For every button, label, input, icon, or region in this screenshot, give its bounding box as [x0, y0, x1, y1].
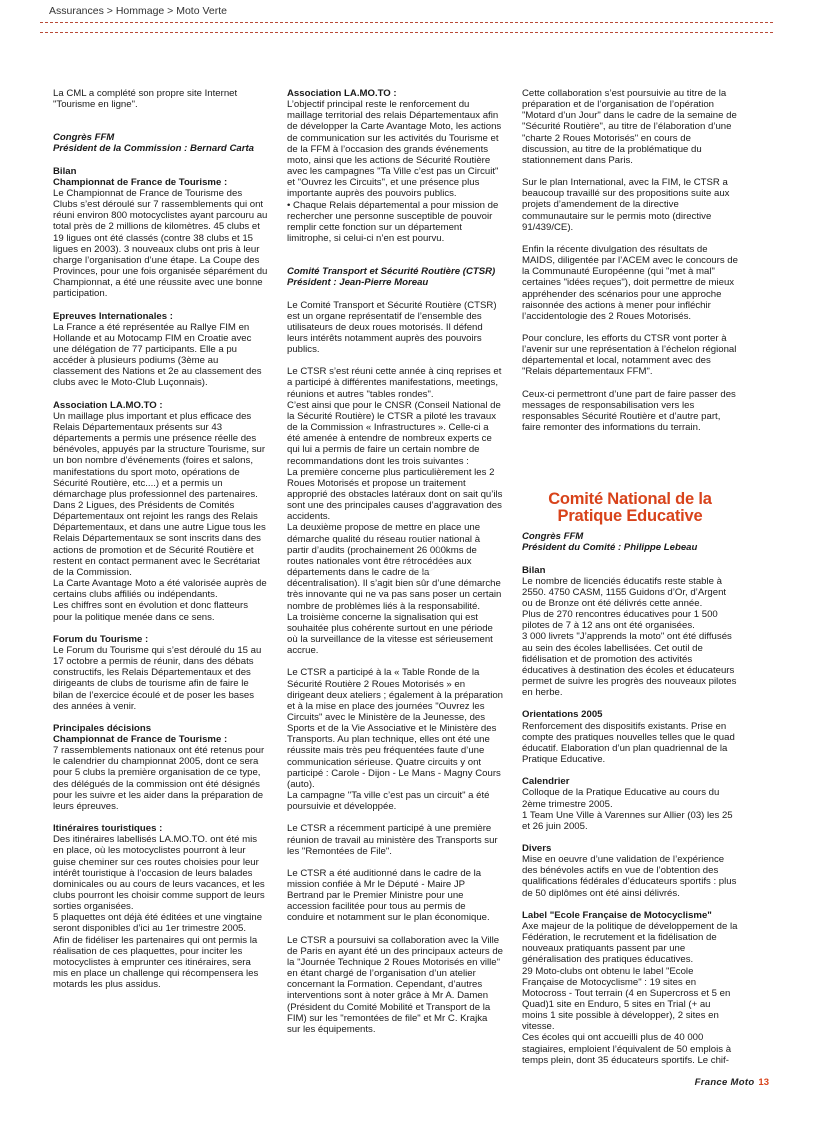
section-heading: Forum du Tourisme :	[53, 633, 149, 645]
page-number: 13	[758, 1077, 769, 1088]
paragraph: Renforcement des dispositifs existants. Prise en compte des pratiques nouvelles telles que le quad éducatif. Elaboration d’un plan quadriennal de la Pratique Educative.	[522, 720, 735, 766]
paragraph: 3 000 livrets "J’apprends la moto" ont été diffusés au sein des écoles labellisées. Cet outil de fidélisation et de promotion des activités éducatives à destination des écoles et éducateurs permet de suivre les progrès des nouveaux pilotes en herbe.	[522, 631, 737, 699]
paragraph: C’est ainsi que pour le CNSR (Conseil National de la Sécurité Routière) le CTSR a piloté les travaux de la Commission « Infrastructures ». Celle-ci a été amenée à entendre de nombreux experts ce qui lui a permis de faire un certain nombre de recommandations dont les trois suivantes :	[287, 399, 501, 467]
paragraph: 7 rassemblements nationaux ont été retenus pour le calendrier du championnat 2005, dont ce sera pour 5 clubs la première organisation de ce type, des délégués de la commission ont été désignés pour les suivre et les aider dans la préparation de leurs épreuves.	[53, 745, 265, 812]
header-divider-bottom	[40, 32, 773, 33]
paragraph: Afin de fidéliser les partenaires qui ont permis la réalisation de ces plaquettes, pour inciter les motocyclistes à emprunter ces itinéraires, sera mis en place un challenge qui récompensera les motards les plus assidus.	[53, 934, 259, 991]
section-heading: Itinéraires touristiques :	[53, 823, 163, 835]
section-subheading: Président de la Commission : Bernard Carta	[53, 143, 254, 155]
column-middle	[287, 88, 503, 1046]
paragraph: Ceux-ci permettront d’une part de faire passer des messages de responsabilisation vers les responsables Sécurité Routière et d’autre part, faire remonter des informations du terrain.	[522, 388, 736, 434]
paragraph: Ces écoles qui ont accueilli plus de 40 000 stagiaires, emploient l’équivalent de 50 emplois à temps plein, dont 35 éducateurs sportifs. Le chif-	[522, 1032, 732, 1066]
paragraph: Les chiffres sont en évolution et donc flatteurs pour la politique menée dans ce sens.	[53, 600, 249, 623]
breadcrumb: Assurances > Hommage > Moto Verte	[49, 5, 228, 17]
paragraph: 29 Moto-clubs ont obtenu le label "Ecole Française de Motocyclisme" : 19 sites en Motocross - Tout terrain (4 en Supercross et 5 en Quad)1 site en Enduro, 5 sites en Trial (+ au moins 1 site possible à développer), 2 sites en vitesse.	[522, 965, 731, 1033]
section-heading: Congrès FFM	[522, 531, 584, 543]
paragraph: Pour conclure, les efforts du CTSR vont porter à l’avenir sur une représentation à l’échelon régional départemental et local, notamment avec des "Relais départementaux FFM".	[522, 332, 737, 378]
paragraph: Colloque de la Pratique Educative au cours du 2ème trimestre 2005.	[522, 787, 720, 810]
paragraph: 5 plaquettes ont déjà été éditées et une vingtaine seront disponibles d’ici au 1er trimestre 2005.	[53, 912, 263, 935]
section-heading: Association LA.MO.TO :	[53, 399, 163, 411]
paragraph: Enfin la récente divulgation des résultats de MAIDS, diligentée par l’ACEM avec le concours de la Communauté Européenne (qui "met à mal" certaines "idées reçues"), doit permettre de mieux appréhender des scénarios pour une approche raisonnée des actions à mener pour infléchir l’accidentologie des 2 Roues Motorisés.	[522, 243, 738, 322]
column-left	[53, 88, 268, 990]
paragraph: La première concerne plus particulièrement les 2 Roues Motorisés et propose un traitement approprié des obstacles latéraux dont on sait qu’ils sont une des principales causes d’aggravation des accidents.	[287, 466, 503, 523]
paragraph: La Carte Avantage Moto a été valorisée auprès de certains clubs affiliés ou indépendants.	[53, 578, 267, 601]
watermark-logo	[405, 537, 441, 573]
paragraph: Le CTSR a participé à la « Table Ronde de la Sécurité Routière 2 Roues Motorisés » en dirigeant deux ateliers ; également à la préparation et à la mise en place des journées "Ouvrez les Circuits" avec le Ministère de la Jeunesse, des Sports et de la Vie Associative et le Ministère des Transports. Au plan technique, elles ont été une réussite mais très peu fréquentées faute d’une communication sérieuse. Quatre circuits y ont participé : Carole - Dijon - Le Mans - Magny Cours (auto).	[287, 667, 503, 790]
paragraph: Le CTSR a récemment participé à une première réunion de travail au ministère des Transports sur les "Remontées de File".	[287, 823, 498, 857]
paragraph: Sur le plan International, avec la FIM, le CTSR a beaucoup travaillé sur des propositions suite aux projets d’amendement de la directive communautaire sur le permis moto (directive 91/439/CE).	[522, 177, 730, 233]
section-title: Comité National de la Pratique Educative	[548, 490, 712, 526]
page-footer	[695, 1077, 769, 1088]
section-heading: Label "Ecole Française de Motocyclisme"	[522, 909, 712, 921]
column-right	[522, 88, 738, 1066]
paragraph: La deuxième propose de mettre en place une démarche qualité du réseau routier national à partir d’audits (prochainement 26 000kms de routes nationales vont être rétrocédées aux départements dans le cadre de la décentralisation). Il s’agit bien sûr d’une démarche très innovante qui ne va pas sans poser un certain nombre de problèmes liés à la responsabilité.	[287, 522, 502, 612]
section-heading: Calendrier	[522, 776, 570, 788]
paragraph: Plus de 270 rencontres éducatives pour 1 500 pilotes de 7 à 12 ans ont été organisées.	[522, 609, 718, 632]
paragraph: Le nombre de licenciés éducatifs reste stable à 2550. 4750 CASM, 1155 Guidons d’Or, d’Argent ou de Bronze ont été délivrés cette année.	[522, 575, 727, 609]
header-divider-top	[40, 22, 773, 23]
paragraph: • Chaque Relais départemental a pour mission de rechercher une personne susceptible de pouvoir remplir cette fonction sur un département limitrophe, si celui-ci n’en est pourvu.	[287, 199, 499, 245]
paragraph: Cette collaboration s’est poursuivie au titre de la préparation et de l’organisation de l’opération "Motard d’un Jour" dans le cadre de la semaine de "Sécurité Routière", au titre de l’élaboration d’une "charte 2 Roues Motorisés" en cours de discussion, au titre de la problématique du stationnement dans Paris.	[522, 88, 737, 166]
section-subheading: Championnat de France de Tourisme :	[53, 176, 228, 188]
section-heading: Epreuves Internationales :	[53, 310, 173, 322]
section-heading: Principales décisions	[53, 722, 152, 734]
paragraph: Le Comité Transport et Sécurité Routière (CTSR) est un organe représentatif de l’ensemble des utilisateurs de deux roues motorisés. Il défend leurs intérêts notamment auprès des pouvoirs publics.	[287, 299, 497, 356]
paragraph: Dans 2 Ligues, des Présidents de Comités Départementaux ont rejoint les rangs des Relais Départementaux, et dans une autre Ligue tous les Relais Départementaux se sont inscrits dans des actions de promotion et de Sécurité Routière et restent en contact permanent avec le Secrétariat de la Commission.	[53, 500, 266, 578]
paragraph: La troisième concerne la signalisation qui est souhaitée plus cohérente surtout en une période où la surveillance de la vitesse est sérieusement accrue.	[287, 611, 493, 657]
section-heading: Orientations 2005	[522, 709, 603, 721]
paragraph: 1 Team Une Ville à Varennes sur Allier (03) les 25 et 26 juin 2005.	[522, 809, 733, 832]
paragraph: Mise en oeuvre d’une validation de l’expérience des bénévoles actifs en vue de l’obtention des qualifications fédérales d’éducateurs sportifs : plus de 50 diplômes ont été ainsi délivrés.	[522, 854, 737, 899]
section-subheading: Championnat de France de Tourisme :	[53, 733, 228, 745]
section-heading: Congrès FFM	[53, 132, 115, 144]
paragraph: La campagne "Ta ville c’est pas un circuit" a été poursuivie et développée.	[287, 790, 490, 813]
paragraph: Le Championnat de France de Tourisme des Clubs s’est déroulé sur 7 rassemblements qui ont réuni environ 800 motocyclistes ayant parcouru au total près de 2 millions de kilomètres. 45 clubs et 19 ligues ont été classés (contre 38 clubs et 15 ligues en 2003). 3 nouveaux clubs ont pris à leur charge l’organisation d’une étape. La Coupe des Provinces, pour une fois organisée séparément du Championnat, a été une réussite avec une bonne participation.	[53, 187, 268, 300]
paragraph: L’objectif principal reste le renforcement du maillage territorial des relais Départementaux afin de développer la Carte Avantage Moto, les actions de communication sur les activités du Tourisme et de la FFM à l’occasion des grands événements moto, ainsi que les actions de Sécurité Routière avec les campagnes "Ta Ville c’est pas un Circuit" et "Ouvrez les Circuits", et une présence plus importante auprès des pouvoirs publics.	[287, 99, 502, 200]
paragraph: Le Forum du Tourisme qui s’est déroulé du 15 au 17 octobre a permis de réunir, dans des débats constructifs, les Relais Départementaux et des dirigeants de clubs de tourisme afin de faire le bilan de l’exercice écoulé et de poser les bases des années à venir.	[53, 644, 262, 712]
paragraph: Axe majeur de la politique de développement de la Fédération, le recrutement et la fidélisation de nouveaux pratiquants passent par une généralisation des pratiques éducatives.	[522, 920, 738, 966]
paragraph: Un maillage plus important et plus efficace des Relais Départementaux présents sur 43 départements a permis une présence réelle des bénévoles, appuyés par la structure Tourisme, sur un bon nombre d’événements (foires et salons, manifestations du sport moto, opérations de Sécurité Routière, etc....) et a permis un démarchage plus professionnel des partenaires.	[53, 410, 266, 500]
publication-name: France Moto	[694, 1077, 755, 1088]
section-heading: Comité Transport et Sécurité Routière (CTSR)	[287, 266, 496, 278]
section-subheading: Président : Jean-Pierre Moreau	[287, 277, 429, 289]
paragraph: Des itinéraires labellisés LA.MO.TO. ont été mis en place, où les motocyclistes pourront à leur guise cheminer sur ces routes choisies pour leur intérêt touristique à l’occasion de leurs balades dominicales ou au cours de leurs vacances, et les clubs pourront les choisir comme support de leurs sorties organisées.	[53, 834, 265, 913]
section-heading: Association LA.MO.TO :	[287, 88, 397, 99]
section-heading: Divers	[522, 842, 552, 854]
paragraph: Le CTSR a été auditionné dans le cadre de la mission confiée à Mr le Député - Maire JP Bertrand par le Premier Ministre pour une accession facilitée pour tous au permis de conduire et notamment sur le plan économique.	[287, 867, 490, 924]
paragraph: La France a été représentée au Rallye FIM en Hollande et au Motocamp FIM en Croatie avec une délégation de 77 participants. Elle a pu accéder à plusieurs podiums (3ème au classement des Nations et 2e au classement des clubs avec le Moto-Club Luçonnais).	[53, 321, 262, 389]
section-heading: Bilan	[522, 564, 546, 576]
paragraph: Le CTSR s’est réuni cette année à cinq reprises et a participé à différentes manifestations, meetings, réunions et autres "tables rondes".	[287, 366, 502, 400]
paragraph: Le CTSR a poursuivi sa collaboration avec la Ville de Paris en ayant été un des principaux acteurs de la "Journée Technique 2 Roues Motorisés en ville" en étant chargé de l’organisation d’un atelier concernant la Formation. Cependant, d’autres interventions sont à noter grâce à Mr A. Damen (Président du Comité Mobilité et Transport de la FIM) sur les "remontées de file" et Mr C. Krajka sur les équipements.	[287, 934, 503, 1035]
paragraph: La CML a complété son propre site Internet "Tourisme en ligne".	[53, 88, 238, 111]
section-heading: Bilan	[53, 165, 77, 177]
section-subheading: Président du Comité : Philippe Lebeau	[522, 542, 698, 554]
